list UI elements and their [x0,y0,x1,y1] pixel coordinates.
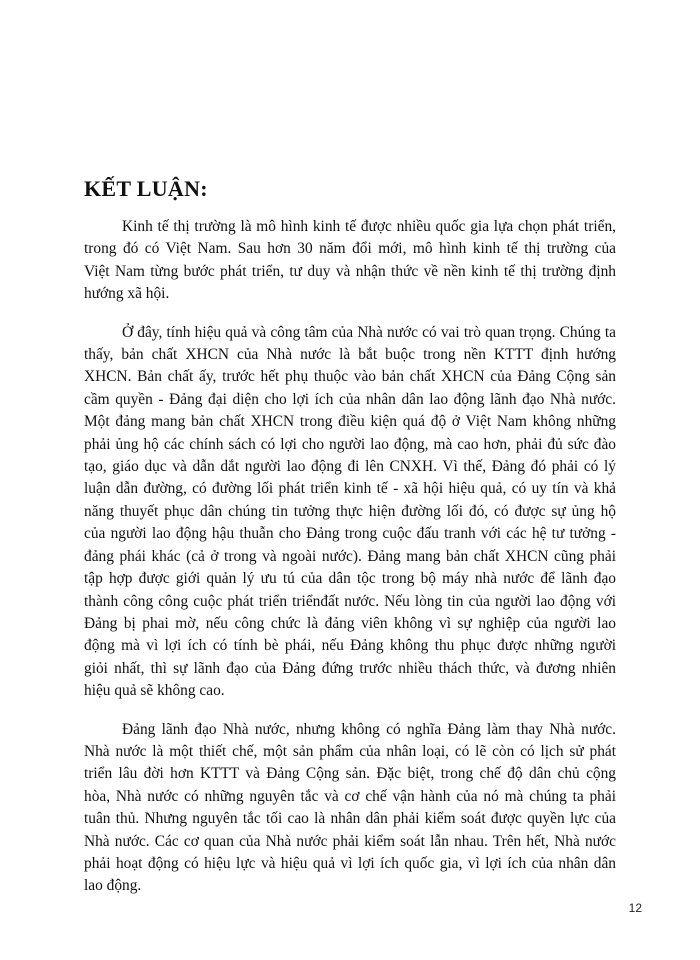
paragraph-line: tuân thủ. Nhưng nguyên tắc tối cao là nhân dân phải kiểm soát được quyền lực của [84,810,616,828]
paragraph-line: hiệu quả sẽ không cao. [84,682,225,700]
paragraph-line: tạo, giáo dục và dẫn dắt người lao động đi lên CNXH. Vì thế, Đảng đó phải có lý [84,458,616,476]
paragraph-line: Ở đây, tính hiệu quả và công tâm của Nhà nước có vai trò quan trọng. Chúng ta [122,323,616,341]
paragraph-line: phải hoạt động có hiệu lực và hiệu quả vì lợi ích quốc gia, vì lợi ích của nhân dân [84,854,616,872]
paragraph-line: Một đảng mang bản chất XHCN trong điều kiện quá độ ở Việt Nam không những [84,413,616,431]
paragraph-line: trong đó có Việt Nam. Sau hơn 30 năm đổi mới, mô hình kinh tế thị trường của [84,240,616,258]
paragraph-2 [84,322,616,703]
paragraph-line: thấy, bản chất XHCN của Nhà nước là bắt buộc trong nền KTTT định hướng [84,346,616,364]
paragraph-3 [84,719,616,898]
paragraph-line: XHCN. Bản chất ấy, trước hết phụ thuộc vào bản chất XHCN của Đảng Cộng sản [84,368,616,386]
paragraph-line: Đảng bị phai mờ, nếu công chức là đảng viên không vì sự nghiệp của người lao [84,614,616,632]
paragraph-line: hòa, Nhà nước có những nguyên tắc và cơ chế vận hành của nó mà chúng ta phải [84,787,616,805]
document-body [84,216,616,914]
paragraph-line: triển lâu đời hơn KTTT và Đảng Cộng sản. Đặc biệt, trong chế độ dân chủ cộng [84,765,616,783]
paragraph-line: phải ủng hộ các chính sách có lợi cho người lao động, mà cao hơn, phải đủ sức đào [84,435,616,453]
paragraph-line: lao động. [84,877,142,895]
paragraph-line: tập hợp được giới quản lý ưu tú của dân tộc trong bộ máy nhà nước để lãnh đạo [84,570,616,588]
paragraph-line: Nhà nước. Các cơ quan của Nhà nước phải kiểm soát lẫn nhau. Trên hết, Nhà nước [84,832,616,850]
paragraph-line: Việt Nam từng bước phát triển, tư duy và nhận thức về nền kinh tế thị trường định [84,262,616,280]
page-title: KẾT LUẬN: [84,176,208,201]
paragraph-line: Kinh tế thị trường là mô hình kinh tế được nhiều quốc gia lựa chọn phát triển, [122,218,616,235]
paragraph-line: của người lao động hậu thuẫn cho Đảng trong cuộc đấu tranh với các hệ tư tưởng - [84,525,616,543]
paragraph-line: năng thuyết phục dân chúng tin tưởng thực hiện đường lối đó, có được sự ủng hộ [84,502,616,520]
page-number: 12 [628,901,642,915]
paragraph-line: thành công công cuộc phát triển triểnđất nước. Nếu lòng tin của người lao động với [84,592,616,610]
paragraph-line: đảng phái khác (cả ở trong và ngoài nước). Đảng mang bản chất XHCN cũng phải [84,547,616,565]
paragraph-line: luận dẫn đường, có đường lối phát triển kinh tế - xã hội hiệu quả, có uy tín và khả [84,480,616,498]
paragraph-line: Nhà nước là một thiết chế, một sản phẩm của nhân loại, có lẽ còn có lịch sử phát [84,742,616,760]
paragraph-line: hướng xã hội. [84,285,170,303]
paragraph-line: động mà vì lợi ích có tính bè phái, nếu Đảng không thu phục được những người [84,637,616,655]
paragraph-line: giỏi nhất, thì sự lãnh đạo của Đảng đứng trước nhiều thách thức, và đương nhiên [84,659,616,677]
paragraph-line: Đảng lãnh đạo Nhà nước, nhưng không có nghĩa Đảng làm thay Nhà nước. [122,720,616,738]
paragraph-1 [84,216,616,306]
paragraph-line: cầm quyền - Đảng đại diện cho lợi ích của nhân dân lao động lãnh đạo Nhà nước. [84,390,616,408]
